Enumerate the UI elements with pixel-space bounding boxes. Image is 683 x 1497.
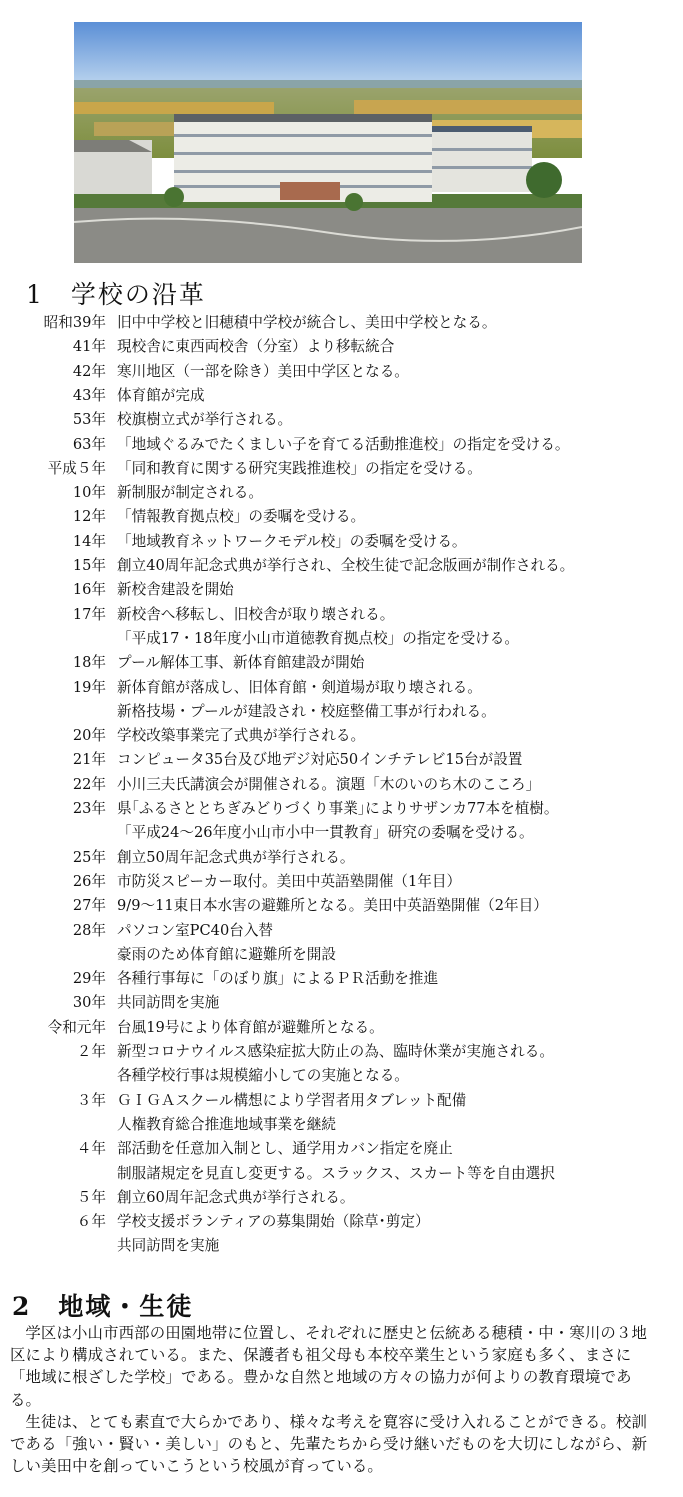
history-event: 「地域教育ネットワークモデル校」の委嘱を受ける。 [117,532,467,550]
history-event: 寒川地区（一部を除き）美田中学区となる。 [117,362,409,380]
history-event: 「同和教育に関する研究実践推進校」の指定を受ける。 [117,459,482,477]
history-row [0,1187,683,1209]
history-row [0,1235,683,1257]
history-event: 共同訪問を実施 [117,1237,220,1255]
history-event: 市防災スピーカー取付。美田中英語塾開催（1年目） [117,872,462,890]
history-event: 新制服が制定される。 [117,484,263,502]
history-event: 人権教育総合推進地域事業を継続 [117,1115,336,1133]
history-row [0,1163,683,1185]
history-event: 新体育館が落成し、旧体育館・剣道場が取り壊される。 [117,678,482,696]
history-event: 新格技場・プールが建設され・校庭整備工事が行われる。 [117,702,496,720]
history-event: 台風19号により体育館が避難所となる。 [117,1018,384,1036]
history-event: 創立40周年記念式典が挙行され、全校生徒で記念版画が制作される。 [117,557,575,574]
history-row [0,361,683,383]
history-row [0,604,683,626]
history-row [0,749,683,771]
region-students-body [10,1322,660,1477]
history-row [0,822,683,844]
history-year: 42年 [72,362,106,380]
history-event: 新校舎へ移転し、旧校舎が取り壊される。 [117,605,395,623]
history-row [0,1065,683,1087]
history-event: 各種学校行事は規模縮小しての実施となる。 [117,1067,409,1085]
section-2-title: 2 地域・生徒 [12,1292,194,1321]
history-row [0,579,683,601]
history-event: 「情報教育拠点校」の委嘱を受ける。 [117,508,366,526]
history-event: 制服諸規定を見直し変更する。スラックス、スカート等を自由選択 [117,1164,555,1182]
history-year: 53年 [72,411,106,429]
history-event: 小川三夫氏講演会が開催される。演題「木のいのち木のこころ」 [117,775,541,793]
history-row [0,506,683,528]
history-event: 豪雨のため体育館に避難所を開設 [117,945,336,963]
history-year: 21年 [72,751,106,769]
history-year: 26年 [72,872,106,890]
history-row [0,1041,683,1063]
history-year: 27年 [72,897,106,915]
history-event: 「平成24～26年度小山市小中一貫教育」研究の委嘱を受ける。 [117,824,534,842]
history-event: 旧中中学校と旧穂積中学校が統合し、美田中学校となる。 [117,314,497,331]
history-row [0,385,683,407]
history-row [0,1017,683,1039]
history-year: 19年 [72,678,106,696]
history-row [0,895,683,917]
history-event: 現校舎に東西両校舎（分室）より移転統合 [117,338,395,356]
history-year: ６年 [76,1213,106,1231]
history-row [0,677,683,699]
history-year: 30年 [72,994,106,1012]
history-row [0,774,683,796]
history-row [0,1138,683,1160]
history-year: 14年 [72,532,106,550]
history-year: 41年 [72,338,106,356]
history-event: 新型コロナウイルス感染症拡大防止の為、臨時休業が実施される。 [117,1043,554,1060]
history-row [0,871,683,893]
history-row [0,482,683,504]
history-row [0,555,683,577]
history-row [0,798,683,820]
history-event: プール解体工事、新体育館建設が開始 [117,654,365,672]
history-event: 校旗樹立式が挙行される。 [117,411,293,429]
history-year: 29年 [72,970,106,988]
history-year: 昭和39年 [43,314,106,331]
history-year: ２年 [76,1043,106,1060]
history-year: 15年 [72,557,106,574]
history-year: 63年 [72,435,106,453]
history-row [0,336,683,358]
history-row [0,701,683,723]
history-row [0,312,683,334]
history-event: ＧＩＧＡスクール構想により学習者用タブレット配備 [117,1091,467,1109]
history-year: 28年 [72,921,106,939]
history-year: 43年 [72,386,106,404]
history-year: 25年 [72,848,106,866]
history-year: 令和元年 [47,1018,106,1036]
history-year: ５年 [76,1188,106,1206]
history-year: 16年 [72,581,106,599]
history-event: 共同訪問を実施 [117,994,220,1012]
history-event: 創立60周年記念式典が挙行される。 [117,1188,355,1206]
history-row [0,1211,683,1233]
history-event: 県｢ふるさととちぎみどりづくり事業｣によりサザンカ77本を植樹。 [117,800,559,817]
school-building-image [74,22,582,263]
history-event: 「地域ぐるみでたくましい子を育てる活動推進校」の指定を受ける。 [117,435,570,453]
history-event: 「平成17・18年度小山市道徳教育拠点校」の指定を受ける。 [117,629,519,647]
history-event: 部活動を任意加入制とし、通学用カバン指定を廃止 [117,1140,453,1158]
history-row [0,968,683,990]
history-event: 新校舎建設を開始 [117,581,234,599]
history-row [0,944,683,966]
history-event: 体育館が完成 [117,386,205,404]
history-year: 23年 [72,800,106,817]
history-year: 20年 [72,727,106,745]
history-row [0,628,683,650]
history-row [0,1114,683,1136]
history-event: 学校支援ボランティアの募集開始（除草･剪定） [117,1213,430,1231]
history-year: 10年 [72,484,106,502]
history-year: 12年 [72,508,106,526]
section-1-title: 1 学校の沿革 [26,280,206,309]
history-year: 17年 [72,605,106,623]
history-year: 22年 [72,775,106,793]
paragraph: 生徒は、とても素直で大らかであり、様々な考えを寛容に受け入れることができる。校訓である「強い・賢い・美しい」のもと、先輩たちから受け継いだものを大切にしながら、新しい美田中を創っていこうという校風が育っている。 [10,1412,648,1476]
history-row [0,725,683,747]
history-year: 18年 [72,654,106,672]
history-row [0,531,683,553]
history-event: パソコン室PC40台入替 [117,921,274,939]
history-event: 学校改築事業完了式典が挙行される。 [117,727,366,745]
history-event: コンピュータ35台及び地デジ対応50インチテレビ15台が設置 [117,751,523,769]
history-year: ３年 [76,1091,106,1109]
history-year: ４年 [76,1140,106,1158]
history-event: 9/9～11東日本水害の避難所となる。美田中英語塾開催（2年目） [117,897,548,915]
history-event: 各種行事毎に「のぼり旗」によるＰＲ活動を推進 [117,970,439,988]
history-event: 創立50周年記念式典が挙行される。 [117,848,355,866]
history-year: 平成５年 [47,459,106,477]
history-row [0,434,683,456]
history-row [0,992,683,1014]
history-row [0,847,683,869]
history-row [0,920,683,942]
history-row [0,458,683,480]
paragraph: 学区は小山市西部の田園地帯に位置し、それぞれに歴史と伝統ある穂積・中・寒川の３地区により構成されている。また、保護者も祖父母も本校卒業生という家庭も多く、まさに「地域に根ざした学校」である。豊かな自然と地域の方々の協力が何よりの教育環境である。 [10,1324,648,1409]
history-row [0,652,683,674]
history-row [0,1090,683,1112]
history-row [0,409,683,431]
school-photo [74,22,582,263]
